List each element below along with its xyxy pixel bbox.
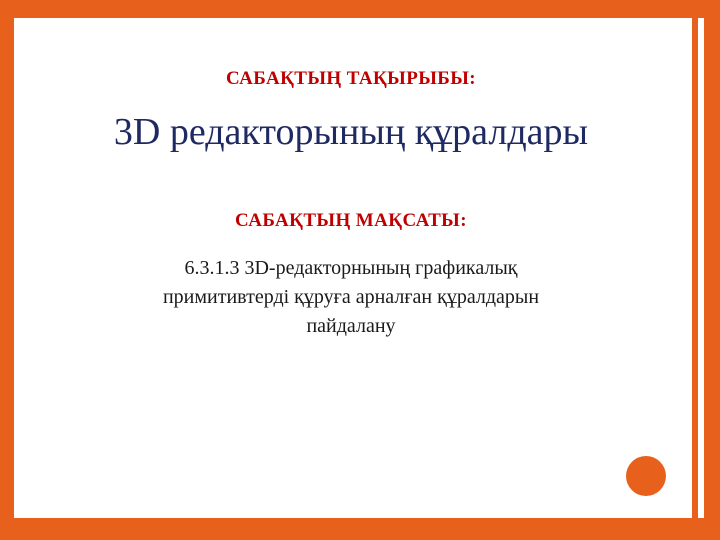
decorative-right-outer-bar	[704, 0, 720, 540]
decorative-bottom-bar	[0, 518, 720, 540]
lesson-goal-label: САБАҚТЫҢ МАҚСАТЫ:	[235, 209, 467, 231]
decorative-right-inner-bar	[692, 0, 698, 540]
decorative-top-bar	[0, 0, 720, 18]
decorative-left-bar	[0, 0, 14, 540]
lesson-topic-label: САБАҚТЫҢ ТАҚЫРЫБЫ:	[225, 68, 477, 89]
lesson-goal-text: 6.3.1.3 3D-редакторнының графикалық примитивтерді құруға арналған құралдарын пайдалану	[162, 256, 540, 337]
slide-title: 3D редакторының құралдары	[113, 111, 589, 153]
slide-content	[14, 18, 688, 518]
decorative-circle	[626, 456, 666, 496]
